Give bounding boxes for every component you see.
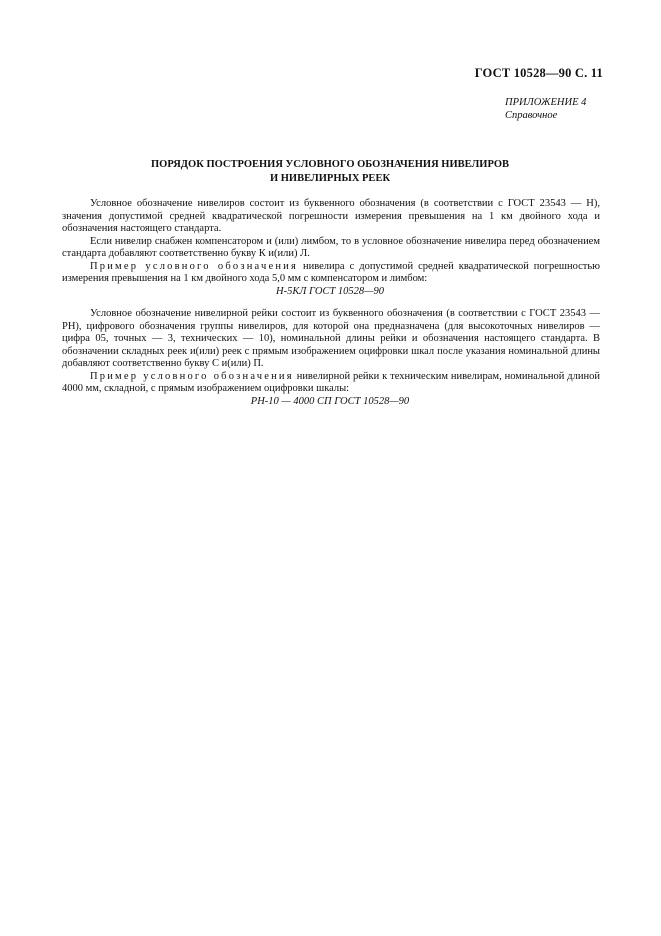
- staffs-designation-example: РН-10 — 4000 СП ГОСТ 10528—90: [250, 396, 410, 407]
- levels-example-lead: Пример условного обозначения: [90, 260, 298, 272]
- section-title: [60, 158, 600, 186]
- staffs-example-lead: Пример условного обозначения: [90, 370, 294, 382]
- levels-example-paragraph: [62, 261, 600, 286]
- appendix-kind: Справочное: [505, 110, 558, 121]
- staffs-paragraph-1: Условное обозначение нивелирной рейки состоит из буквенного обозначения (в соответствии с ГОСТ 23543 — РН), цифрового обозначения группы нивелиров, для которой она предназначена (для высокоточных нивелиров — цифра 05, точных — 3, технических — 10), номинальной длины рейки и обозначения настоящего стандарта. В обозначении складных реек и(или) реек с прямым изображением оцифровки шкал после указания номинальной длины добавляют соответственно букву С и(или) П.: [62, 308, 600, 369]
- appendix-label-block: [505, 96, 586, 122]
- page-header: ГОСТ 10528—90 С. 11: [474, 66, 603, 80]
- levels-paragraph-1: Условное обозначение нивелиров состоит из буквенного обозначения (в соответствии с ГОСТ 23543 — Н), значения допустимой средней квадратической погрешности измерения превышения на 1 км двойного хода и обозначения настоящего стандарта.: [62, 198, 600, 234]
- levels-paragraph-2: Если нивелир снабжен компенсатором и (или) лимбом, то в условное обозначение нивелира перед обозначением стандарта добавляют соответственно букву К и(или) Л.: [62, 235, 600, 259]
- staffs-text-block: [62, 308, 600, 396]
- appendix-label: ПРИЛОЖЕНИЕ 4: [505, 97, 587, 108]
- title-line-2: И НИВЕЛИРНЫХ РЕЕК: [269, 173, 391, 184]
- title-line-1: ПОРЯДОК ПОСТРОЕНИЯ УСЛОВНОГО ОБОЗНАЧЕНИЯ НИВЕЛИРОВ: [151, 159, 509, 170]
- levels-example-text: нивелира с допустимой средней квадратической погрешностью измерения превышения на 1 км двойного хода 5,0 мм с компенсатором и лимбом:: [62, 260, 600, 284]
- staffs-example-text: нивелирной рейки к техническим нивелирам, номинальной длиной 4000 мм, складной, с прямым изображением оцифровки шкалы:: [62, 370, 600, 394]
- staffs-example-paragraph: [62, 371, 600, 396]
- levels-designation-example: Н-5КЛ ГОСТ 10528—90: [275, 286, 384, 297]
- levels-text-block: [62, 198, 600, 286]
